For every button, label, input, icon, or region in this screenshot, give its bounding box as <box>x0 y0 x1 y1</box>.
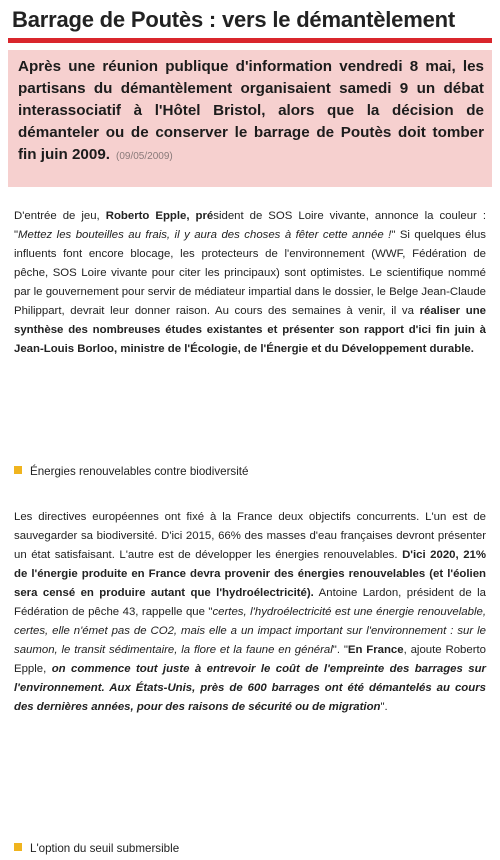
p2-end: ". <box>380 701 388 713</box>
section-heading-energies <box>14 463 248 481</box>
p1-speaker: Roberto Epple, pré <box>105 210 214 222</box>
p2-quote-1: certes, l'hydroélectricité est une énergie renouvelable, certes, elle n'émet pas de CO2, mais elle a un impact important sur l'environnement : sur le saumon, le transit sédimentaire, la flore et la faune en général <box>14 606 486 656</box>
lead-date: (09/05/2009) <box>116 151 173 162</box>
square-bullet-icon <box>14 466 22 474</box>
section-heading-seuil <box>14 840 179 858</box>
section-heading-label: L'option du seuil submersible <box>30 842 180 855</box>
p1-quote: Mettez les bouteilles au frais, il y aura des choses à fêter cette année ! <box>18 229 392 241</box>
lead-box <box>8 50 492 187</box>
lead-text: Après une réunion publique d'information vendredi 8 mai, les partisans du démantèlement organisaient samedi 9 un débat interassociatif à l'Hôtel Bristol, alors que la décision de démanteler ou de conserver le barrage de Poutès doit tomber fin juin 2009. <box>18 58 484 163</box>
title-rule <box>8 38 492 43</box>
paragraph-2 <box>14 508 486 717</box>
p1-text: sident de SOS Loire vivante, annonce la couleur : " <box>14 210 486 241</box>
p2-intro: Les directives européennes ont fixé à la France deux objectifs concurrents. L'un est de sauvegarder sa biodiversité. D'ici 2015, 66% des masses d'eau françaises devront présenter un état satisfaisant. L'autre est de développer les énergies renouvelables. <box>14 511 486 561</box>
square-bullet-icon <box>14 843 22 851</box>
p2-sep: ". " <box>332 644 348 656</box>
paragraph-1 <box>14 207 486 359</box>
p1-intro: D'entrée de jeu, <box>14 210 106 222</box>
p2-attrib: , ajoute Roberto Epple, <box>14 644 486 675</box>
p1-text-2: " Si quelques élus influents font encore blocage, les protecteurs de l'environnement (WWF, Fédération de pêche, SOS Loire vivante pour citer les principaux) sont optimistes. Le scientifique nommé par le gouvernement pour servir de médiateur impartial dans le dossier, le Belge Jean-Claude Philippart, devrait leur donner raison. Au cours des semaines à venir, il va <box>14 229 486 317</box>
section-heading-label: Énergies renouvelables contre biodiversité <box>30 465 249 478</box>
p2-quote-2: on commence tout juste à entrevoir le coût de l'empreinte des barrages sur l'environnement. Aux États-Unis, près de 600 barrages ont été démantelés au cours des dernières années, pour des raisons de sécurité ou de migration <box>14 663 486 713</box>
p2-text: Antoine Lardon, président de la Fédération de pêche 43, rappelle que " <box>14 587 487 618</box>
article-title: Barrage de Poutès : vers le démantèlement <box>12 7 455 32</box>
p2-bold: D'ici 2020, 21% de l'énergie produite en France devra provenir des énergies renouvelables (et l'éolien sera censé en produire autant que l'hydroélectricité). <box>14 549 487 599</box>
p2-bold-france: En France <box>347 644 404 656</box>
p1-bold-end: réaliser une synthèse des nombreuses études existantes et présenter son rapport d'ici fin juin à Jean-Louis Borloo, ministre de l'Écologie, de l'Énergie et du Développement durable. <box>14 305 486 355</box>
